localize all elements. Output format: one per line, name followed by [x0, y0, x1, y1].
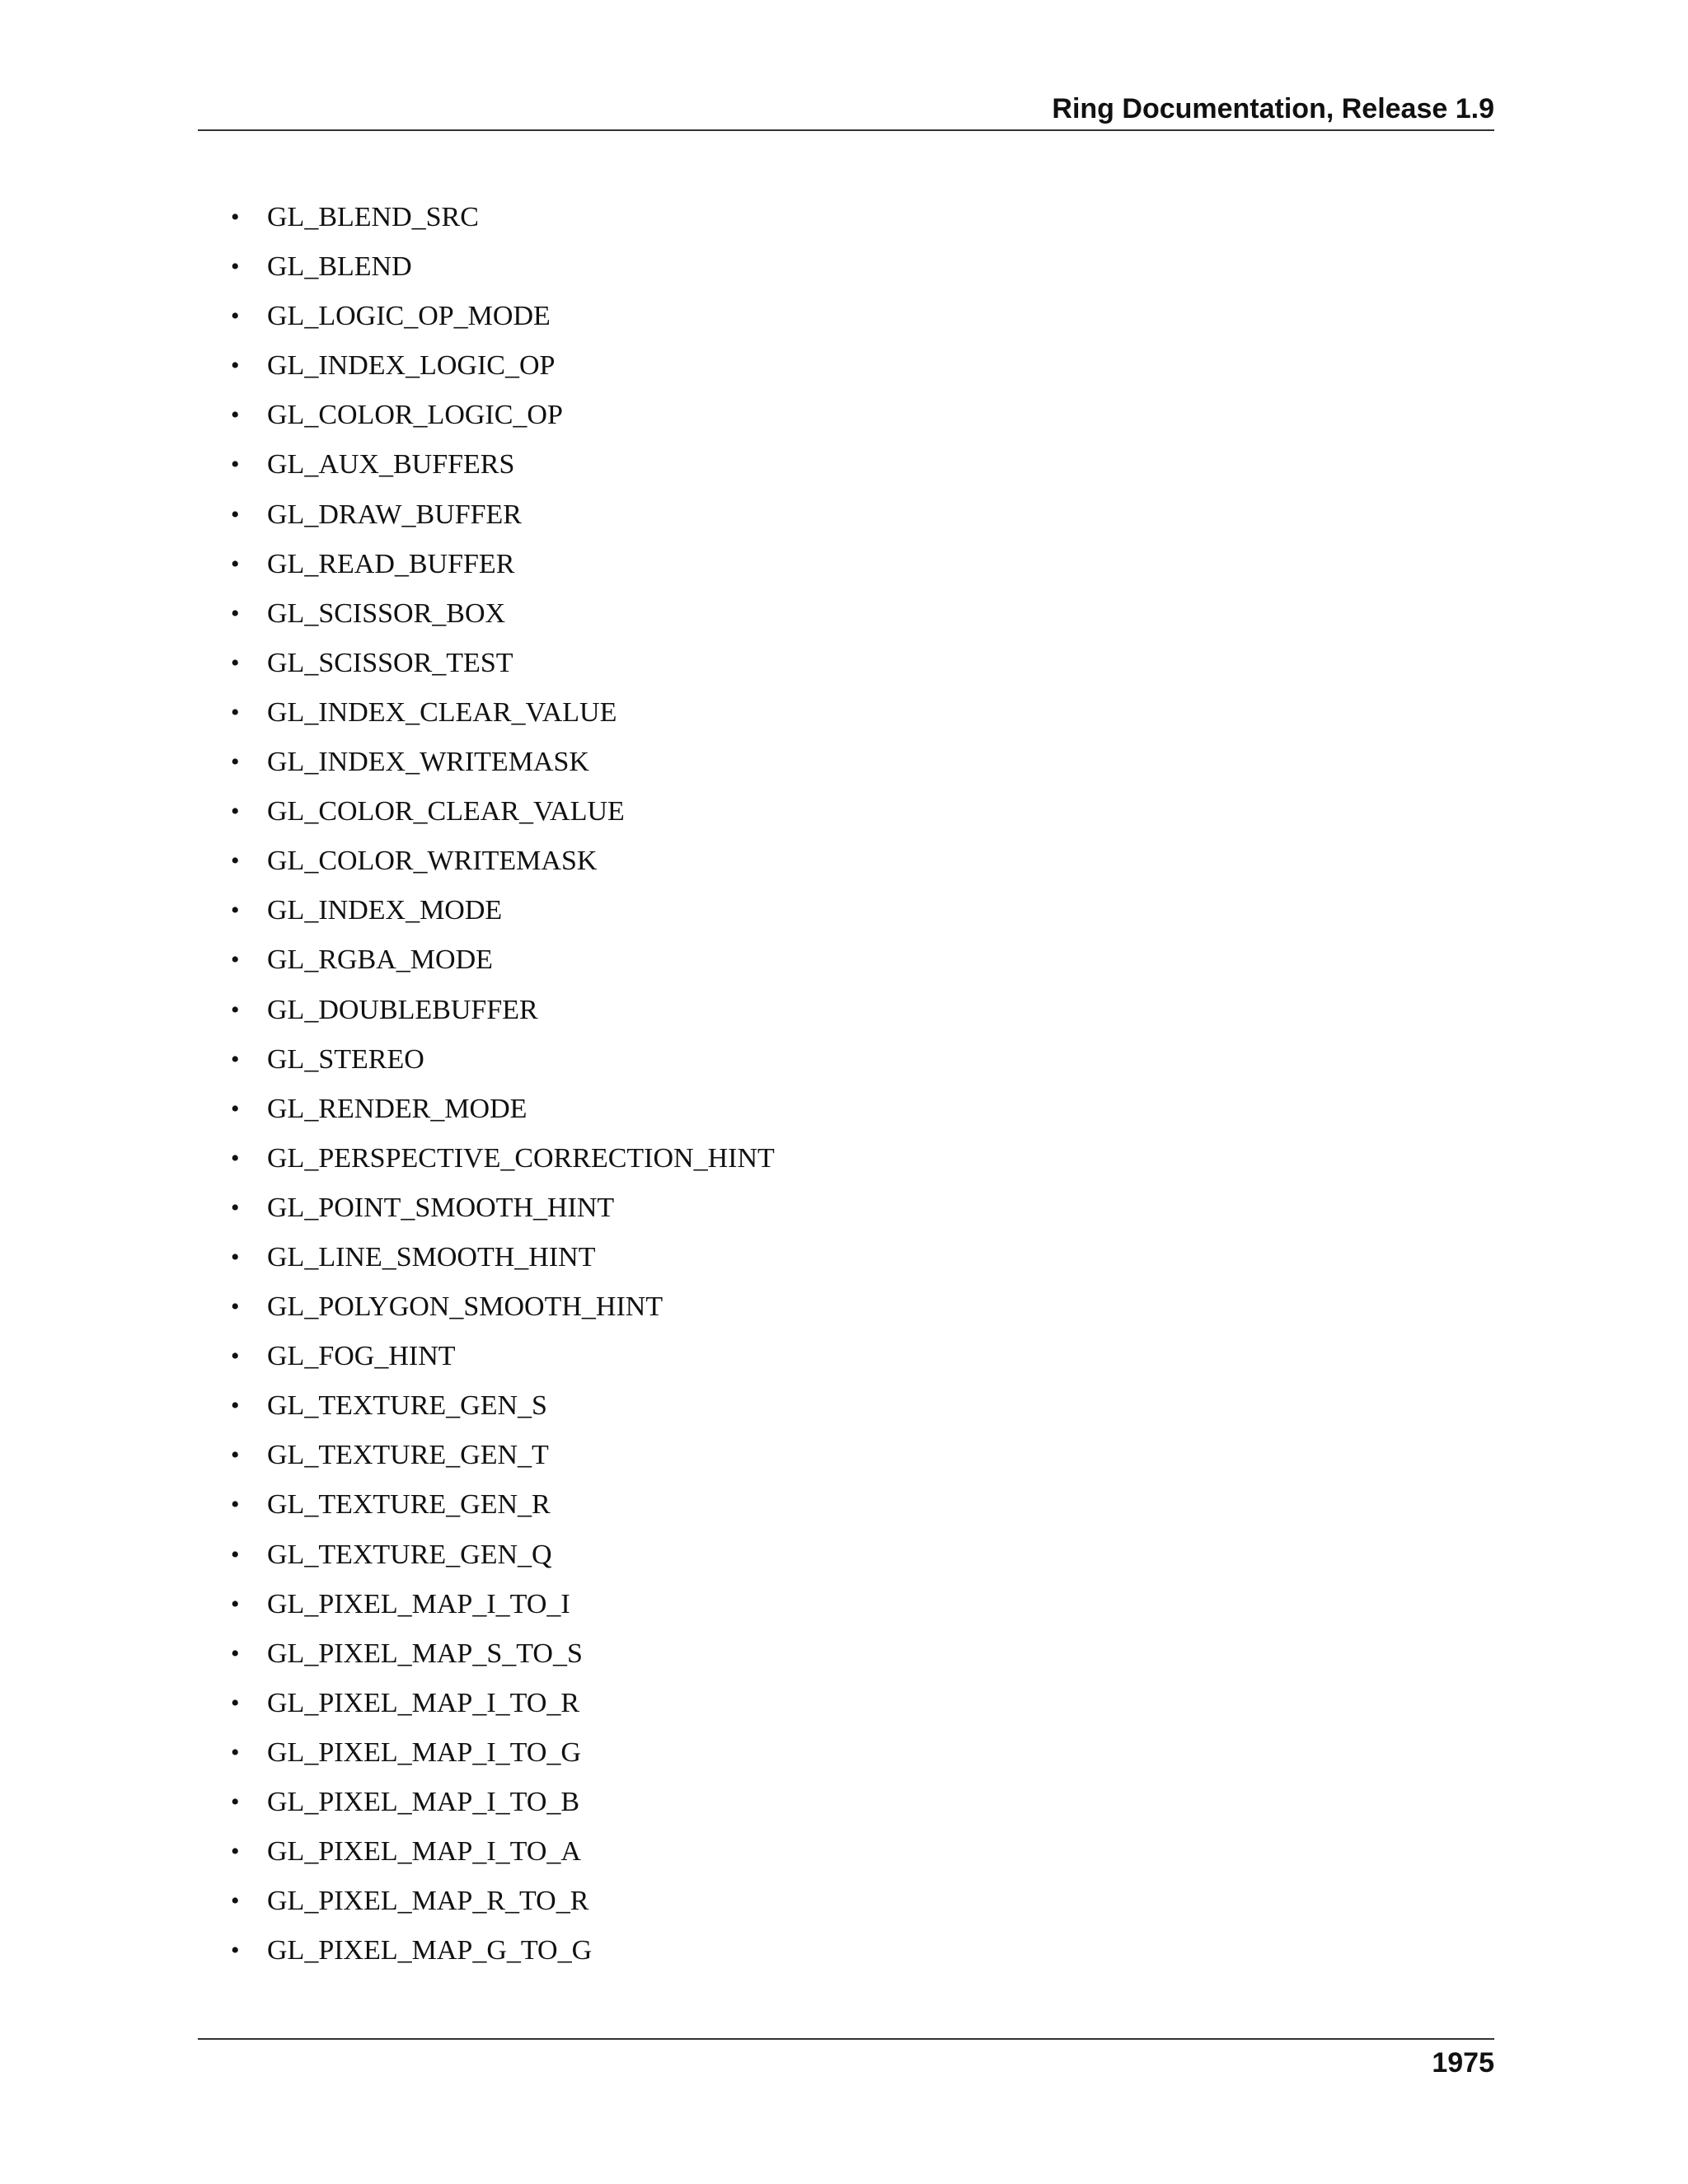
- list-item-text: GL_COLOR_CLEAR_VALUE: [267, 796, 625, 827]
- list-item: [231, 193, 775, 242]
- list-item: [231, 1431, 775, 1480]
- page-number: 1975: [1432, 2047, 1494, 2079]
- list-item: [231, 688, 775, 738]
- list-item-text: GL_COLOR_WRITEMASK: [267, 846, 598, 877]
- list-item-text: GL_PIXEL_MAP_I_TO_I: [267, 1588, 570, 1619]
- list-item: [231, 1381, 775, 1431]
- list-item: [231, 589, 775, 639]
- list-item: [231, 1282, 775, 1332]
- list-item: [231, 540, 775, 589]
- list-item: [231, 1233, 775, 1282]
- list-item-text: GL_PIXEL_MAP_I_TO_A: [267, 1836, 581, 1868]
- list-item-text: GL_FOG_HINT: [267, 1341, 456, 1372]
- list-item: [231, 1085, 775, 1134]
- bullet-icon: •: [231, 996, 240, 1024]
- list-item: [231, 886, 775, 935]
- bullet-icon: •: [231, 1887, 240, 1915]
- list-item: [231, 1778, 775, 1827]
- list-item: [231, 738, 775, 787]
- list-item: [231, 1629, 775, 1679]
- list-item-text: GL_PIXEL_MAP_I_TO_B: [267, 1787, 580, 1817]
- list-item: [231, 1580, 775, 1629]
- bullet-icon: •: [231, 1243, 240, 1271]
- bullet-icon: •: [231, 352, 240, 380]
- list-item-text: GL_AUX_BUFFERS: [267, 449, 515, 480]
- list-item: [231, 1035, 775, 1085]
- bullet-icon: •: [231, 1193, 240, 1221]
- bullet-icon: •: [231, 1937, 240, 1965]
- bullet-icon: •: [231, 946, 240, 974]
- list-item-text: GL_INDEX_WRITEMASK: [267, 747, 589, 778]
- bullet-icon: •: [231, 798, 240, 826]
- list-item: [231, 242, 775, 292]
- bullet-icon: •: [231, 698, 240, 726]
- list-item-text: GL_SCISSOR_BOX: [267, 598, 506, 629]
- list-item-text: GL_TEXTURE_GEN_Q: [267, 1539, 552, 1570]
- list-item: [231, 986, 775, 1035]
- list-item-text: GL_INDEX_LOGIC_OP: [267, 350, 556, 382]
- list-item-text: GL_DRAW_BUFFER: [267, 499, 522, 530]
- list-item: [231, 440, 775, 490]
- list-item: [231, 1332, 775, 1381]
- list-item-text: GL_PIXEL_MAP_G_TO_G: [267, 1935, 593, 1966]
- bullet-icon: •: [231, 1293, 240, 1321]
- bullet-icon: •: [231, 1689, 240, 1717]
- list-item: [231, 1926, 775, 1975]
- list-item-text: GL_READ_BUFFER: [267, 548, 515, 579]
- bullet-icon: •: [231, 1590, 240, 1618]
- list-item: [231, 1530, 775, 1580]
- list-item-text: GL_BLEND: [267, 251, 412, 283]
- list-item-text: GL_STEREO: [267, 1043, 424, 1075]
- list-item-text: GL_SCISSOR_TEST: [267, 647, 513, 678]
- bullet-icon: •: [231, 204, 240, 231]
- list-item-text: GL_POLYGON_SMOOTH_HINT: [267, 1291, 663, 1323]
- constant-list: [231, 193, 775, 1975]
- bullet-icon: •: [231, 550, 240, 578]
- list-item: [231, 490, 775, 540]
- bullet-icon: •: [231, 500, 240, 528]
- bullet-icon: •: [231, 401, 240, 429]
- list-item-text: GL_PIXEL_MAP_I_TO_G: [267, 1736, 581, 1768]
- bullet-icon: •: [231, 897, 240, 925]
- bullet-icon: •: [231, 599, 240, 627]
- list-item: [231, 1679, 775, 1728]
- bullet-icon: •: [231, 1491, 240, 1519]
- list-item-text: GL_RGBA_MODE: [267, 944, 493, 976]
- list-item: [231, 292, 775, 341]
- bullet-icon: •: [231, 1639, 240, 1667]
- bullet-icon: •: [231, 253, 240, 281]
- list-item: [231, 391, 775, 440]
- bullet-icon: •: [231, 1540, 240, 1568]
- bullet-icon: •: [231, 1343, 240, 1371]
- list-item-text: GL_TEXTURE_GEN_S: [267, 1390, 547, 1422]
- list-item: [231, 1480, 775, 1530]
- list-item: [231, 639, 775, 688]
- list-item: [231, 837, 775, 886]
- list-item-text: GL_INDEX_CLEAR_VALUE: [267, 696, 617, 728]
- bullet-icon: •: [231, 1441, 240, 1469]
- list-item-text: GL_INDEX_MODE: [267, 895, 503, 926]
- list-item-text: GL_PERSPECTIVE_CORRECTION_HINT: [267, 1142, 775, 1174]
- bullet-icon: •: [231, 649, 240, 677]
- list-item-text: GL_TEXTURE_GEN_R: [267, 1489, 551, 1521]
- list-item-text: GL_DOUBLEBUFFER: [267, 994, 538, 1025]
- list-item-text: GL_LOGIC_OP_MODE: [267, 301, 551, 332]
- list-item-text: GL_BLEND_SRC: [267, 202, 479, 232]
- list-item: [231, 1877, 775, 1926]
- bullet-icon: •: [231, 1788, 240, 1816]
- bullet-icon: •: [231, 302, 240, 330]
- bullet-icon: •: [231, 451, 240, 479]
- bullet-icon: •: [231, 1838, 240, 1866]
- bullet-icon: •: [231, 1392, 240, 1420]
- bullet-icon: •: [231, 1094, 240, 1122]
- list-item-text: GL_PIXEL_MAP_I_TO_R: [267, 1687, 580, 1718]
- list-item-text: GL_RENDER_MODE: [267, 1093, 528, 1124]
- list-item-text: GL_COLOR_LOGIC_OP: [267, 400, 563, 431]
- header-rule: [198, 129, 1494, 131]
- bullet-icon: •: [231, 1045, 240, 1073]
- running-header: Ring Documentation, Release 1.9: [1052, 93, 1494, 124]
- list-item: [231, 787, 775, 837]
- list-item: [231, 1183, 775, 1233]
- list-item: [231, 935, 775, 985]
- list-item-text: GL_PIXEL_MAP_R_TO_R: [267, 1886, 589, 1917]
- bullet-icon: •: [231, 847, 240, 875]
- footer-rule: [198, 2038, 1494, 2040]
- list-item: [231, 1827, 775, 1877]
- list-item-text: GL_TEXTURE_GEN_T: [267, 1440, 549, 1471]
- list-item-text: GL_LINE_SMOOTH_HINT: [267, 1241, 596, 1272]
- list-item: [231, 341, 775, 391]
- bullet-icon: •: [231, 748, 240, 776]
- list-item: [231, 1134, 775, 1183]
- bullet-icon: •: [231, 1144, 240, 1172]
- list-item-text: GL_POINT_SMOOTH_HINT: [267, 1192, 615, 1223]
- bullet-icon: •: [231, 1738, 240, 1766]
- list-item: [231, 1728, 775, 1778]
- list-item-text: GL_PIXEL_MAP_S_TO_S: [267, 1638, 583, 1669]
